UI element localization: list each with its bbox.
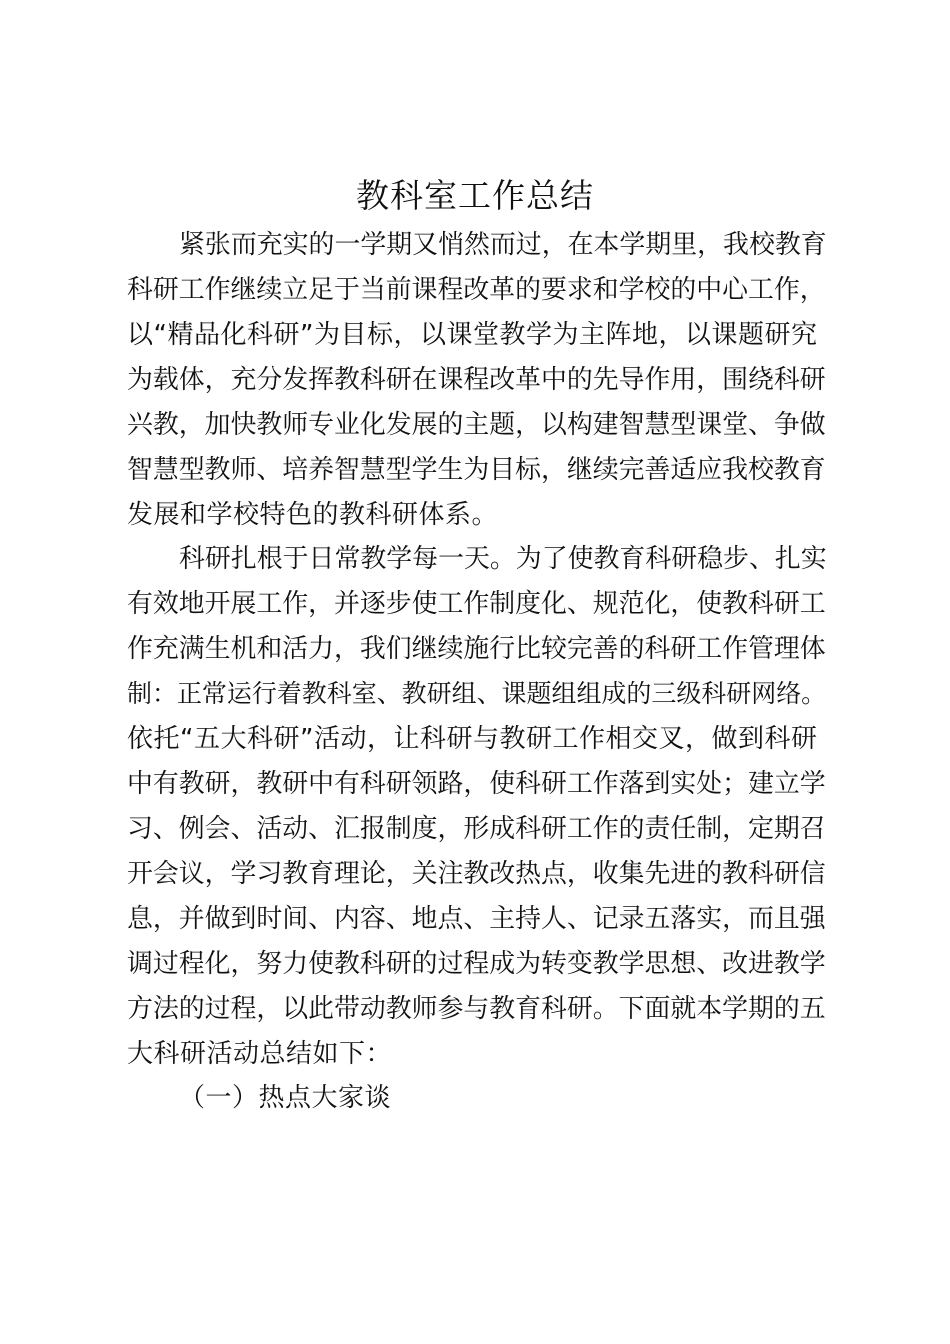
paragraph-line: 依托“五大科研”活动，让科研与教研工作相交叉，做到科研 [127, 724, 818, 754]
paragraph-line: 以“精品化科研”为目标，以课堂教学为主阵地，以课题研究 [127, 320, 818, 350]
paragraph-line: 为载体，充分发挥教科研在课程改革中的先导作用，围绕科研 [127, 365, 826, 395]
paragraph-line: 科研扎根于日常教学每一天。为了使教育科研稳步、扎实 [179, 544, 827, 574]
paragraph-line: 作充满生机和活力，我们继续施行比较完善的科研工作管理体 [127, 634, 826, 664]
paragraph-line: 中有教研，教研中有科研领路，使科研工作落到实处；建立学 [127, 769, 826, 799]
paragraph-line: 大科研活动总结如下： [127, 1039, 393, 1069]
paragraph-line: 方法的过程，以此带动教师参与教育科研。下面就本学期的五 [127, 994, 826, 1024]
paragraph-line: 兴教，加快教师专业化发展的主题，以构建智慧型课堂、争做 [127, 410, 826, 440]
paragraph-line: 发展和学校特色的教科研体系。 [127, 500, 499, 530]
paragraph-line: 紧张而充实的一学期又悄然而过，在本学期里，我校教育 [179, 230, 827, 260]
section-heading: （一）热点大家谈 [179, 1083, 392, 1113]
paragraph-line: 息，并做到时间、内容、地点、主持人、记录五落实，而且强 [127, 904, 826, 934]
paragraph-line: 有效地开展工作，并逐步使工作制度化、规范化，使教科研工 [127, 589, 826, 619]
paragraph-line: 智慧型教师、培养智慧型学生为目标，继续完善适应我校教育 [127, 455, 826, 485]
paragraph-line: 制：正常运行着教科室、教研组、课题组组成的三级科研网络。 [127, 679, 827, 708]
paragraph-line: 科研工作继续立足于当前课程改革的要求和学校的中心工作， [127, 275, 826, 305]
paragraph-line: 开会议，学习教育理论，关注教改热点，收集先进的教科研信 [127, 859, 826, 889]
paragraph-line: 调过程化，努力使教科研的过程成为转变教学思想、改进教学 [127, 949, 826, 979]
paragraph-line: 习、例会、活动、汇报制度，形成科研工作的责任制，定期召 [127, 814, 826, 844]
document-title: 教科室工作总结 [356, 176, 594, 215]
